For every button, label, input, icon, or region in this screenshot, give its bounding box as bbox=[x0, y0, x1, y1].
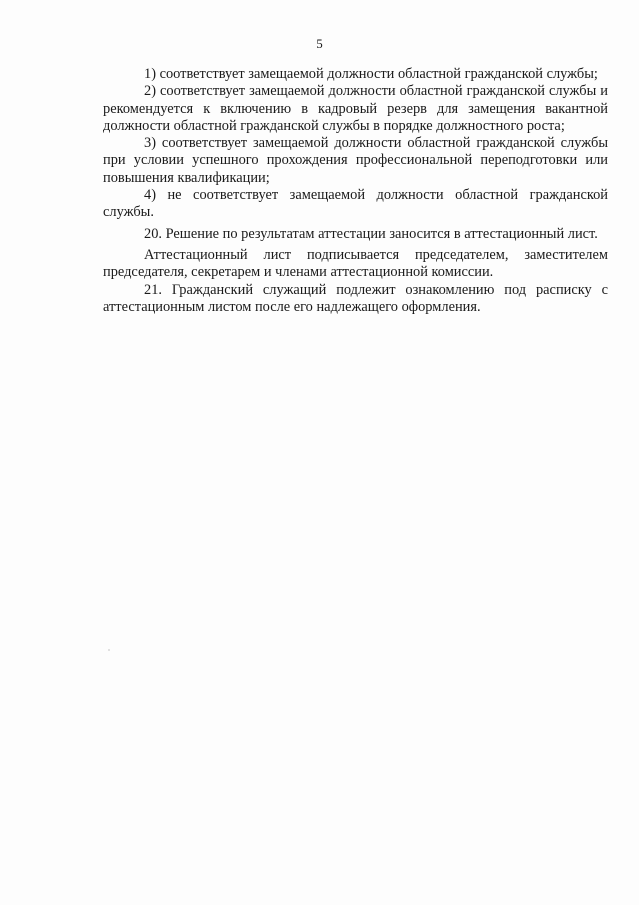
paragraph-21: 21. Гражданский служащий подлежит ознакомлению под расписку с аттестационным листом после его надлежащего оформления. bbox=[103, 281, 608, 315]
page-number: 5 bbox=[316, 36, 323, 51]
paragraph-item-3: 3) соответствует замещаемой должности областной гражданской службы при условии успешного прохождения профессиональной переподготовки или повышения квалификации; bbox=[103, 135, 608, 186]
paragraph-attestation-sheet: Аттестационный лист подписывается председателем, заместителем председателя, секретарем и членами аттестационной комиссии. bbox=[103, 246, 608, 281]
paragraph-20: 20. Решение по результатам аттестации заносится в аттестационный лист. bbox=[144, 225, 598, 242]
paragraph-item-1: 1) соответствует замещаемой должности областной гражданской службы; bbox=[144, 66, 598, 82]
paragraph-item-2: 2) соответствует замещаемой должности областной гражданской службы и рекомендуется к включению в кадровый резерв для замещения вакантной должности областной гражданской службы в порядке должностного роста; bbox=[103, 83, 608, 134]
scan-speck bbox=[108, 649, 110, 651]
paragraph-item-4: 4) не соответствует замещаемой должности областной гражданской службы. bbox=[103, 187, 608, 221]
document-body bbox=[103, 66, 608, 316]
